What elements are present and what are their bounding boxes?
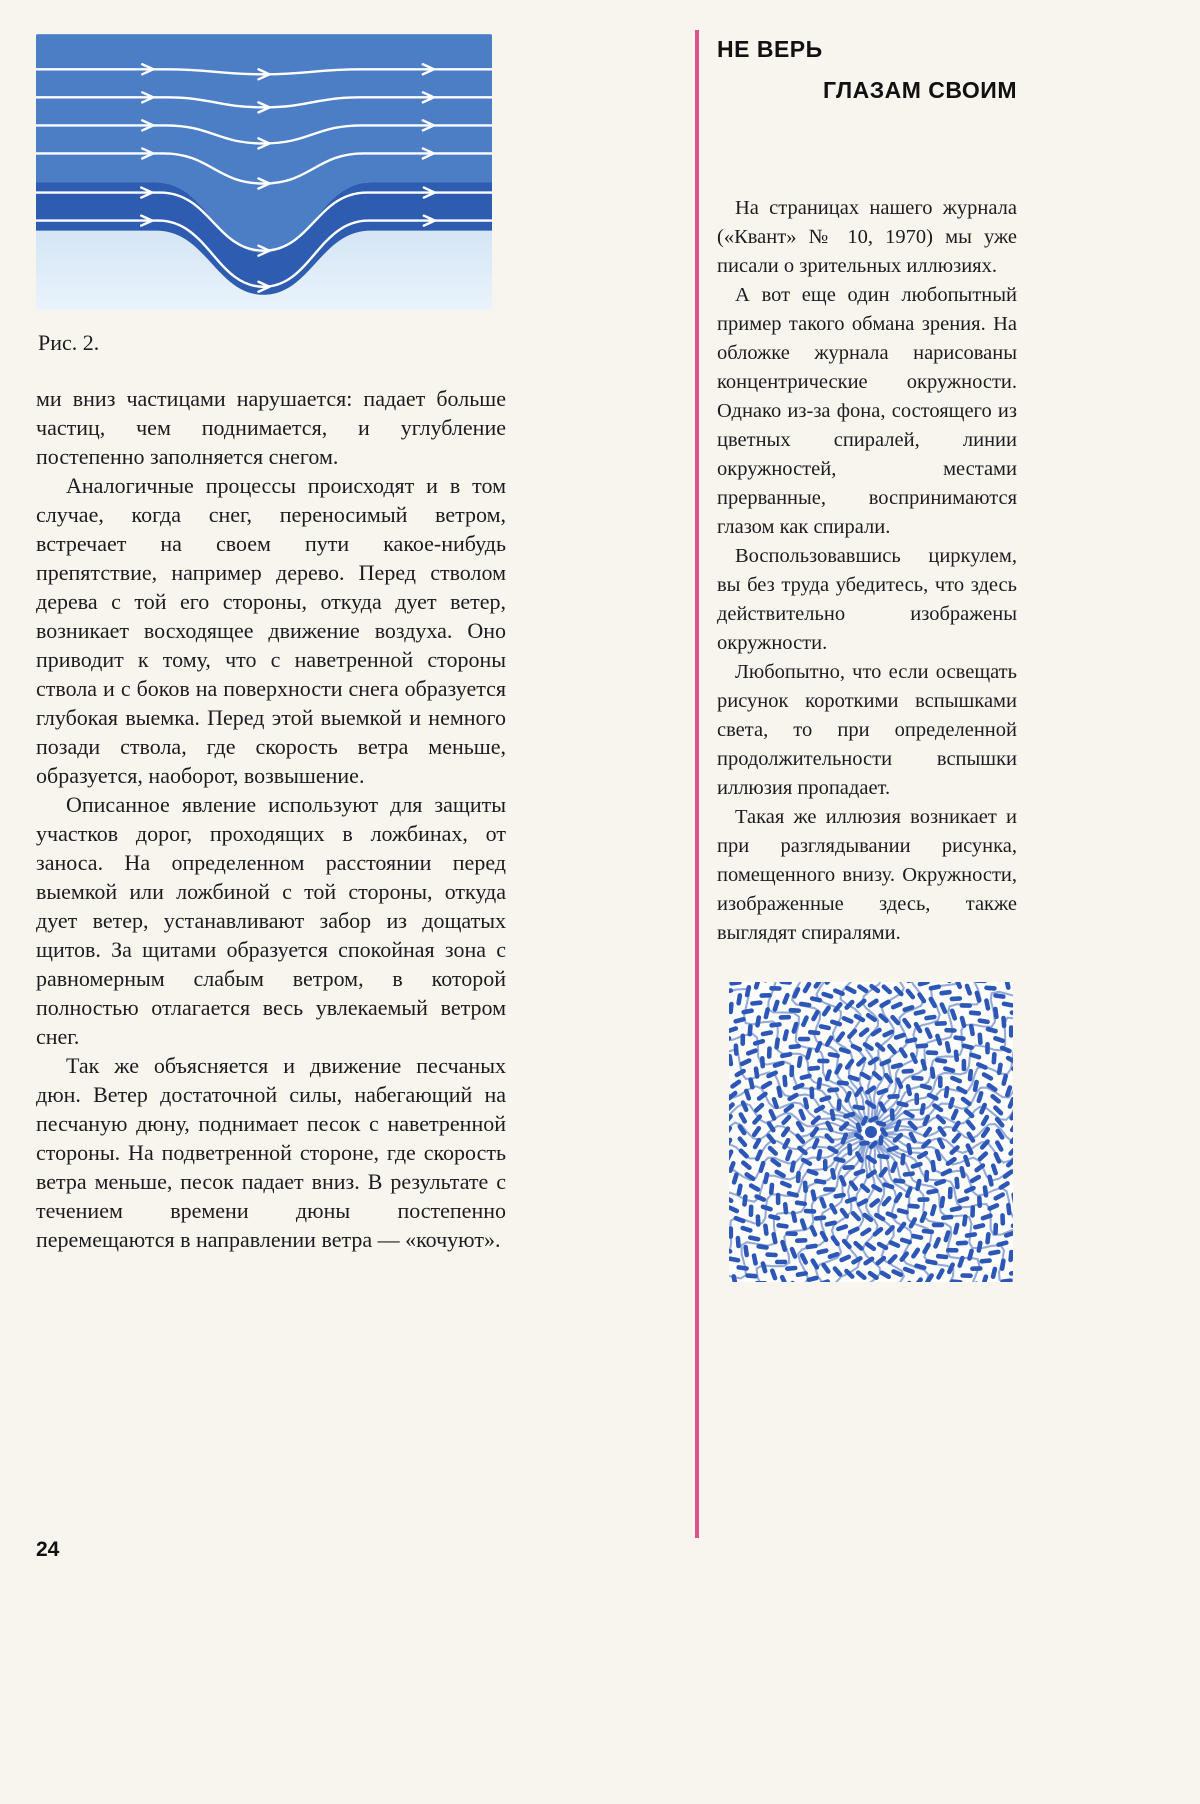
spiral-illusion-illustration <box>729 982 1013 1282</box>
figure-streamlines <box>36 34 492 310</box>
paragraph: Так же объясняется и движение песчаных дюн. Ветер достаточной силы, набегающий на песчаную дюну, поднимает песок с наветренной стороны. На подветренной стороне, где скорость ветра меньше, песок падает вниз. В результате с течением времени дюны постепенно перемещаются в направлении ветра — «кочуют». <box>36 1053 506 1252</box>
paragraph: А вот еще один любопытный пример такого обмана зрения. На обложке журнала нарисованы концентрические окружности. Однако из-за фона, состоящего из цветных спиралей, линии окружностей, местами прерванные, воспринимаются глазом как спирали. <box>717 284 1017 538</box>
paragraph: Описанное явление используют для защиты участков дорог, проходящих в ложбинах, от заноса. На определенном расстоянии перед выемкой или ложбиной с той стороны, откуда дует ветер, устанавливают забор из дощатых щитов. За щитами образуется спокойная зона с равномерным слабым ветром, в которой полностью отлагается весь увлекаемый ветром снег. <box>36 792 506 1049</box>
figure-caption: Рис. 2. <box>38 330 100 355</box>
streamlines-illustration <box>36 34 492 310</box>
page-number: 24 <box>36 1538 60 1561</box>
paragraph: Воспользовавшись циркулем, вы без труда убедитесь, что здесь действительно изображены окружности. <box>717 545 1017 654</box>
left-column <box>36 384 506 1254</box>
article-title-line2: ГЛАЗАМ СВОИМ <box>822 77 1017 103</box>
column-divider-rule <box>695 30 699 1538</box>
right-column <box>717 36 1017 1282</box>
article-title-line1: НЕ ВЕРЬ <box>717 36 823 62</box>
paragraph: ми вниз частицами нарушается: падает больше частиц, чем поднимается, и углубление постепенно заполняется снегом. <box>36 386 506 469</box>
paragraph: Такая же иллюзия возникает и при разглядывании рисунка, помещенного внизу. Окружности, изображенные здесь, также выглядят спиралями. <box>717 806 1017 944</box>
figure-spiral-illusion <box>729 982 1013 1282</box>
article-title <box>717 36 1017 104</box>
article-body <box>717 194 1017 948</box>
paragraph: Любопытно, что если освещать рисунок короткими вспышками света, то при определенной продолжительности вспышки иллюзия пропадает. <box>717 661 1017 799</box>
paragraph: Аналогичные процессы происходят и в том случае, когда снег, переносимый ветром, встречает на своем пути какое-нибудь препятствие, например дерево. Перед стволом дерева с той его стороны, откуда дует ветер, возникает восходящее движение воздуха. Оно приводит к тому, что с наветренной стороны ствола и с боков на поверхности снега образуется глубокая выемка. Перед этой выемкой и немного позади ствола, где скорость ветра меньше, образуется, наоборот, возвышение. <box>36 473 506 788</box>
paragraph: На страницах нашего журнала («Квант» № 10, 1970) мы уже писали о зрительных иллюзиях. <box>717 197 1017 277</box>
